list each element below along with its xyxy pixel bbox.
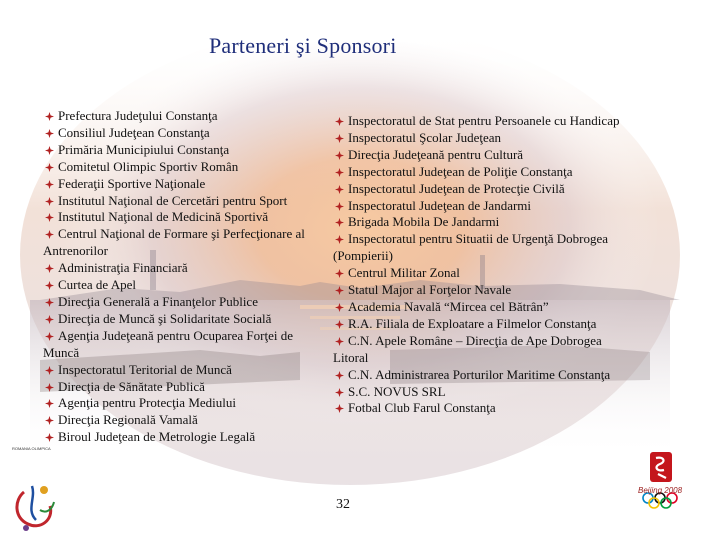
list-item-label: Inspectoratul pentru Situatii de Urgenţă Dobrogea (Pompierii) [333,231,609,264]
list-item-label: Academia Navală “Mircea cel Bătrân” [348,298,549,314]
star-bullet-icon [45,197,54,206]
list-item-label: R.A. Filiala de Exploatare a Filmelor Constanţa [348,315,597,331]
star-bullet-icon [335,337,344,346]
list-item-label: Inspectoratul Şcolar Judeţean [348,129,502,145]
star-bullet-icon [335,168,344,177]
list-item-label: Inspectoratul Judeţean de Protecţie Civilă [348,180,565,196]
star-bullet-icon [45,213,54,222]
partners-list-right [333,113,633,417]
star-bullet-icon [45,264,54,273]
list-item-label: Centrul Naţional de Formare şi Perfecţionare al Antrenorilor [43,226,305,259]
list-item [43,176,321,193]
star-bullet-icon [45,163,54,172]
star-bullet-icon [45,399,54,408]
star-bullet-icon [45,230,54,239]
star-bullet-icon [335,303,344,312]
list-item [333,214,633,231]
list-item-label: Inspectoratul de Stat pentru Persoanele cu Handicap [348,113,620,128]
list-item-label: C.N. Apele Române – Direcţia de Ape Dobrogea Litoral [333,332,602,365]
list-item [43,294,321,311]
list-item [333,181,633,198]
list-item [43,379,321,396]
list-item [333,282,633,299]
list-item [333,400,633,417]
list-item-label: Inspectoratul Teritorial de Muncă [58,361,232,377]
list-item [43,311,321,328]
list-item [43,209,321,226]
list-item-label: Prefectura Judeţului Constanţa [58,108,218,123]
list-item [333,367,633,384]
list-item-label: Primăria Municipiului Constanţa [58,141,230,157]
list-item [333,130,633,147]
list-item [333,333,633,367]
star-bullet-icon [335,269,344,278]
list-item-label: Curtea de Apel [58,277,136,293]
list-item-label: Direcţia Regională Vamală [58,412,198,428]
list-item-label: C.N. Administrarea Porturilor Maritime Constanţa [348,366,611,382]
page-title: Parteneri şi Sponsori [209,33,397,58]
star-bullet-icon [45,298,54,307]
star-bullet-icon [335,202,344,211]
list-item-label: Statul Major al Forţelor Navale [348,282,512,298]
star-bullet-icon [45,129,54,138]
star-bullet-icon [45,332,54,341]
star-bullet-icon [335,320,344,329]
star-bullet-icon [335,235,344,244]
beijing-logo-text: Beijing 2008 [638,486,683,495]
list-item-label: Administraţia Financiară [58,260,188,276]
list-item [43,362,321,379]
list-item-label: Comitetul Olimpic Sportiv Român [58,158,239,174]
list-item-label: Inspectoratul Judeţean de Jandarmi [348,197,532,213]
list-item [333,231,633,265]
list-item [43,429,321,446]
star-bullet-icon [45,315,54,324]
list-item [333,113,633,130]
list-item [43,328,321,362]
list-item-label: Direcţia de Sănătate Publică [58,378,205,394]
list-item-label: Direcţia Generală a Finanţelor Publice [58,293,258,309]
list-item [43,159,321,176]
list-item-label: Institutul Naţional de Medicină Sportivă [58,209,269,225]
list-item [333,147,633,164]
list-item-label: S.C. NOVUS SRL [348,383,446,399]
list-item [43,142,321,159]
star-bullet-icon [335,134,344,143]
left-olympic-logo [6,440,64,536]
list-item [43,277,321,294]
star-bullet-icon [335,371,344,380]
list-item [43,125,321,142]
list-item-label: Agenţia Judeţeană pentru Ocuparea Forţei de Muncă [43,327,293,360]
list-item [333,316,633,333]
star-bullet-icon [335,404,344,413]
list-item [333,384,633,401]
olympic-emblem-icon [6,440,64,536]
list-item [333,265,633,282]
star-bullet-icon [335,218,344,227]
partners-list-left [43,108,321,446]
list-item-label: Fotbal Club Farul Constanţa [348,400,496,416]
list-item [333,164,633,181]
star-bullet-icon [45,416,54,425]
list-item-label: Brigada Mobila De Jandarmi [348,214,500,230]
star-bullet-icon [45,180,54,189]
list-item-label: Institutul Naţional de Cercetări pentru Sport [58,192,288,208]
star-bullet-icon [335,151,344,160]
star-bullet-icon [45,146,54,155]
star-bullet-icon [45,112,54,121]
star-bullet-icon [335,388,344,397]
list-item [43,260,321,277]
left-logo-text: ROMANIA OLIMPICA [12,446,51,451]
star-bullet-icon [45,366,54,375]
star-bullet-icon [335,286,344,295]
page-number: 32 [336,497,350,512]
list-item-label: Biroul Judeţean de Metrologie Legală [58,429,256,445]
star-bullet-icon [335,185,344,194]
list-item [43,108,321,125]
list-item-label: Agenţia pentru Protecţia Mediului [58,395,236,411]
list-item-label: Inspectoratul Judeţean de Poliţie Constanţa [348,163,573,179]
list-item-label: Direcţia de Muncă şi Solidaritate Socială [58,310,272,326]
list-item-label: Federaţii Sportive Naţionale [58,175,206,191]
star-bullet-icon [45,281,54,290]
list-item [333,299,633,316]
list-item [43,395,321,412]
list-item [43,193,321,210]
list-item-label: Centrul Militar Zonal [348,265,460,281]
list-item-label: Direcţia Judeţeană pentru Cultură [348,146,524,162]
list-item [333,198,633,215]
olympic-rings-icon [643,493,677,508]
list-item [43,226,321,260]
beijing-seal-icon [650,452,672,482]
star-bullet-icon [335,117,344,126]
list-item [43,412,321,429]
list-item-label: Consiliul Judeţean Constanţa [58,124,210,140]
star-bullet-icon [45,383,54,392]
beijing-2008-logo [634,450,718,512]
